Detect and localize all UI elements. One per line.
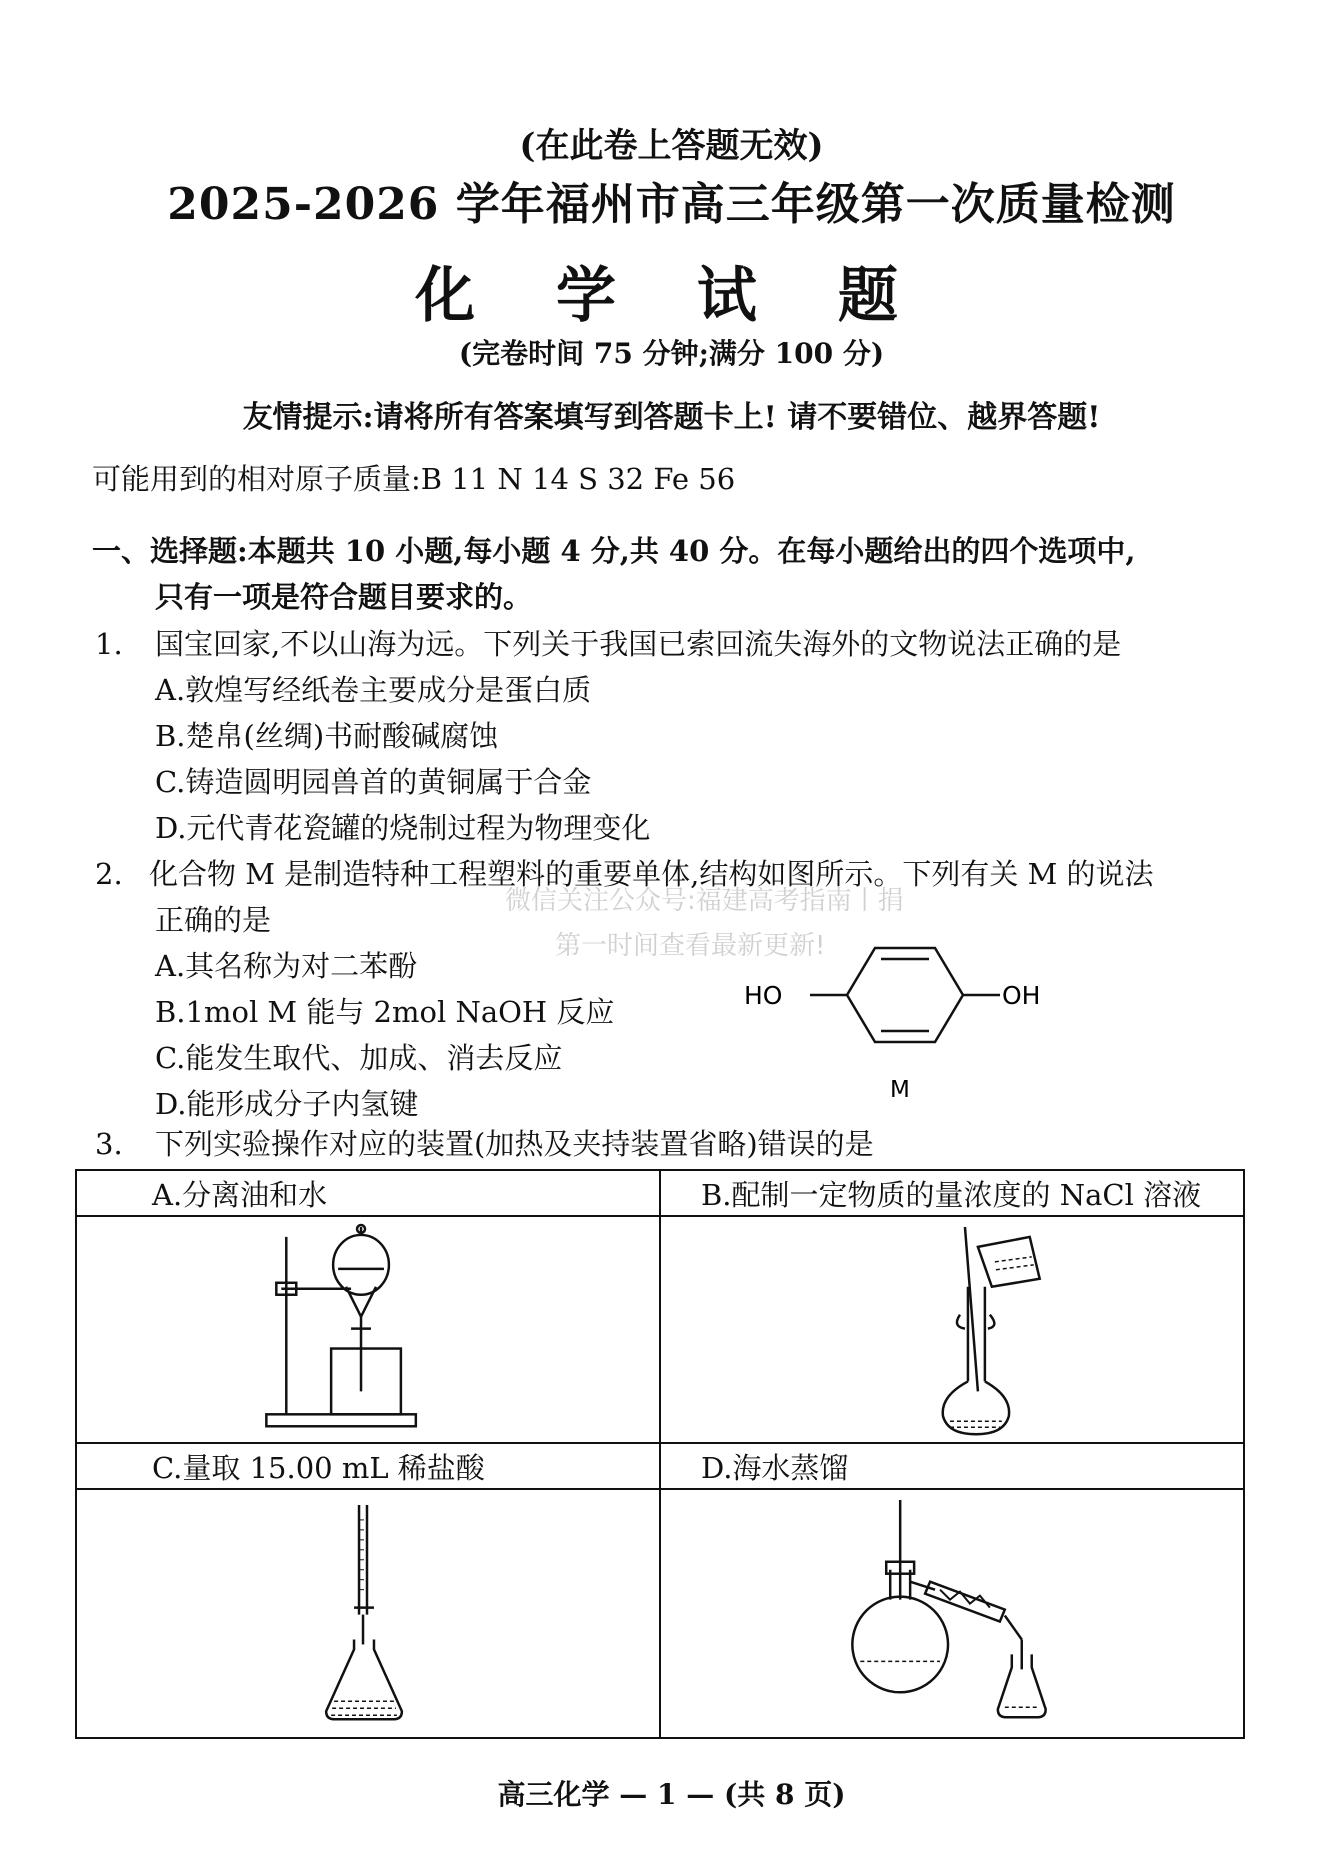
q2-number: 2. [95, 857, 123, 891]
page-footer: 高三化学 — 1 — (共 8 页) [497, 1778, 846, 1811]
conical-flask [326, 1640, 402, 1720]
q2-text: 化合物 M 是制造特种工程塑料的重要单体,结构如图所示。下列有关 M 的说法 [149, 857, 1154, 891]
funnel-bulb [333, 1235, 389, 1295]
cell-a-label: A.分离油和水 [76, 1170, 660, 1216]
apparatus-table [75, 1169, 1245, 1739]
beaker [331, 1349, 401, 1415]
cell-c-figure [76, 1489, 660, 1738]
watermark-line1: 微信关注公众号:福建高考指南丨捐 [505, 886, 904, 916]
cell-c-label: C.量取 15.00 mL 稀盐酸 [76, 1443, 660, 1489]
q1-option-b: B.楚帛(丝绸)书耐酸碱腐蚀 [155, 719, 499, 753]
q1-text: 国宝回家,不以山海为远。下列关于我国已索回流失海外的文物说法正确的是 [155, 627, 1122, 661]
subject-title: 化 学 试 题 [415, 261, 928, 331]
separatory-funnel-setup [77, 1217, 659, 1442]
q3-number: 3. [95, 1127, 123, 1161]
q2-stem-line2: 正确的是 [155, 903, 272, 937]
benzene-ring [810, 948, 1000, 1042]
section-heading-line1: 一、选择题:本题共 10 小题,每小题 4 分,共 40 分。在每小题给出的四个选项中, [92, 534, 1136, 568]
q3-text: 下列实验操作对应的装置(加热及夹持装置省略)错误的是 [155, 1127, 874, 1161]
invalid-notice: (在此卷上答题无效) [519, 126, 824, 166]
burette-setup [77, 1490, 659, 1737]
cell-b-figure [660, 1216, 1244, 1443]
q1-number: 1. [95, 627, 123, 661]
reminder: 友情提示:请将所有答案填写到答题卡上! 请不要错位、越界答题! [242, 400, 1101, 435]
q1-option-d: D.元代青花瓷罐的烧制过程为物理变化 [155, 811, 651, 845]
q1-stem [95, 627, 1121, 661]
q2-option-c: C.能发生取代、加成、消去反应 [155, 1041, 563, 1075]
cell-a-figure [76, 1216, 660, 1443]
cell-d-figure [660, 1489, 1244, 1738]
distilling-flask [852, 1597, 948, 1693]
stand-base [266, 1414, 415, 1426]
structure-label: M [890, 1077, 910, 1103]
atomic-masses: 可能用到的相对原子质量:B 11 N 14 S 32 Fe 56 [92, 462, 736, 496]
q1-option-c: C.铸造圆明园兽首的黄铜属于合金 [155, 765, 592, 799]
distillation-setup [661, 1490, 1243, 1737]
cell-b-label: B.配制一定物质的量浓度的 NaCl 溶液 [660, 1170, 1244, 1216]
volumetric-flask-setup [661, 1217, 1243, 1442]
time-info: (完卷时间 75 分钟;满分 100 分) [458, 337, 885, 370]
q2-option-d: D.能形成分子内氢键 [155, 1087, 419, 1121]
flask-body [943, 1381, 1009, 1434]
structure-diagram-m [740, 905, 1060, 1115]
section-heading-line2: 只有一项是符合题目要求的。 [155, 580, 533, 614]
pouring-beaker [978, 1237, 1040, 1287]
left-hydroxyl: HO [744, 981, 783, 1010]
watermark-line2: 第一时间查看最新更新! [555, 931, 826, 961]
q2-option-a: A.其名称为对二苯酚 [155, 949, 418, 983]
q3-stem [95, 1127, 874, 1161]
cell-d-label: D.海水蒸馏 [660, 1443, 1244, 1489]
q2-option-b: B.1mol M 能与 2mol NaOH 反应 [155, 995, 615, 1029]
right-hydroxyl: OH [1002, 981, 1041, 1010]
exam-title: 2025-2026 学年福州市高三年级第一次质量检测 [167, 179, 1176, 230]
q1-option-a: A.敦煌写经纸卷主要成分是蛋白质 [155, 673, 592, 707]
